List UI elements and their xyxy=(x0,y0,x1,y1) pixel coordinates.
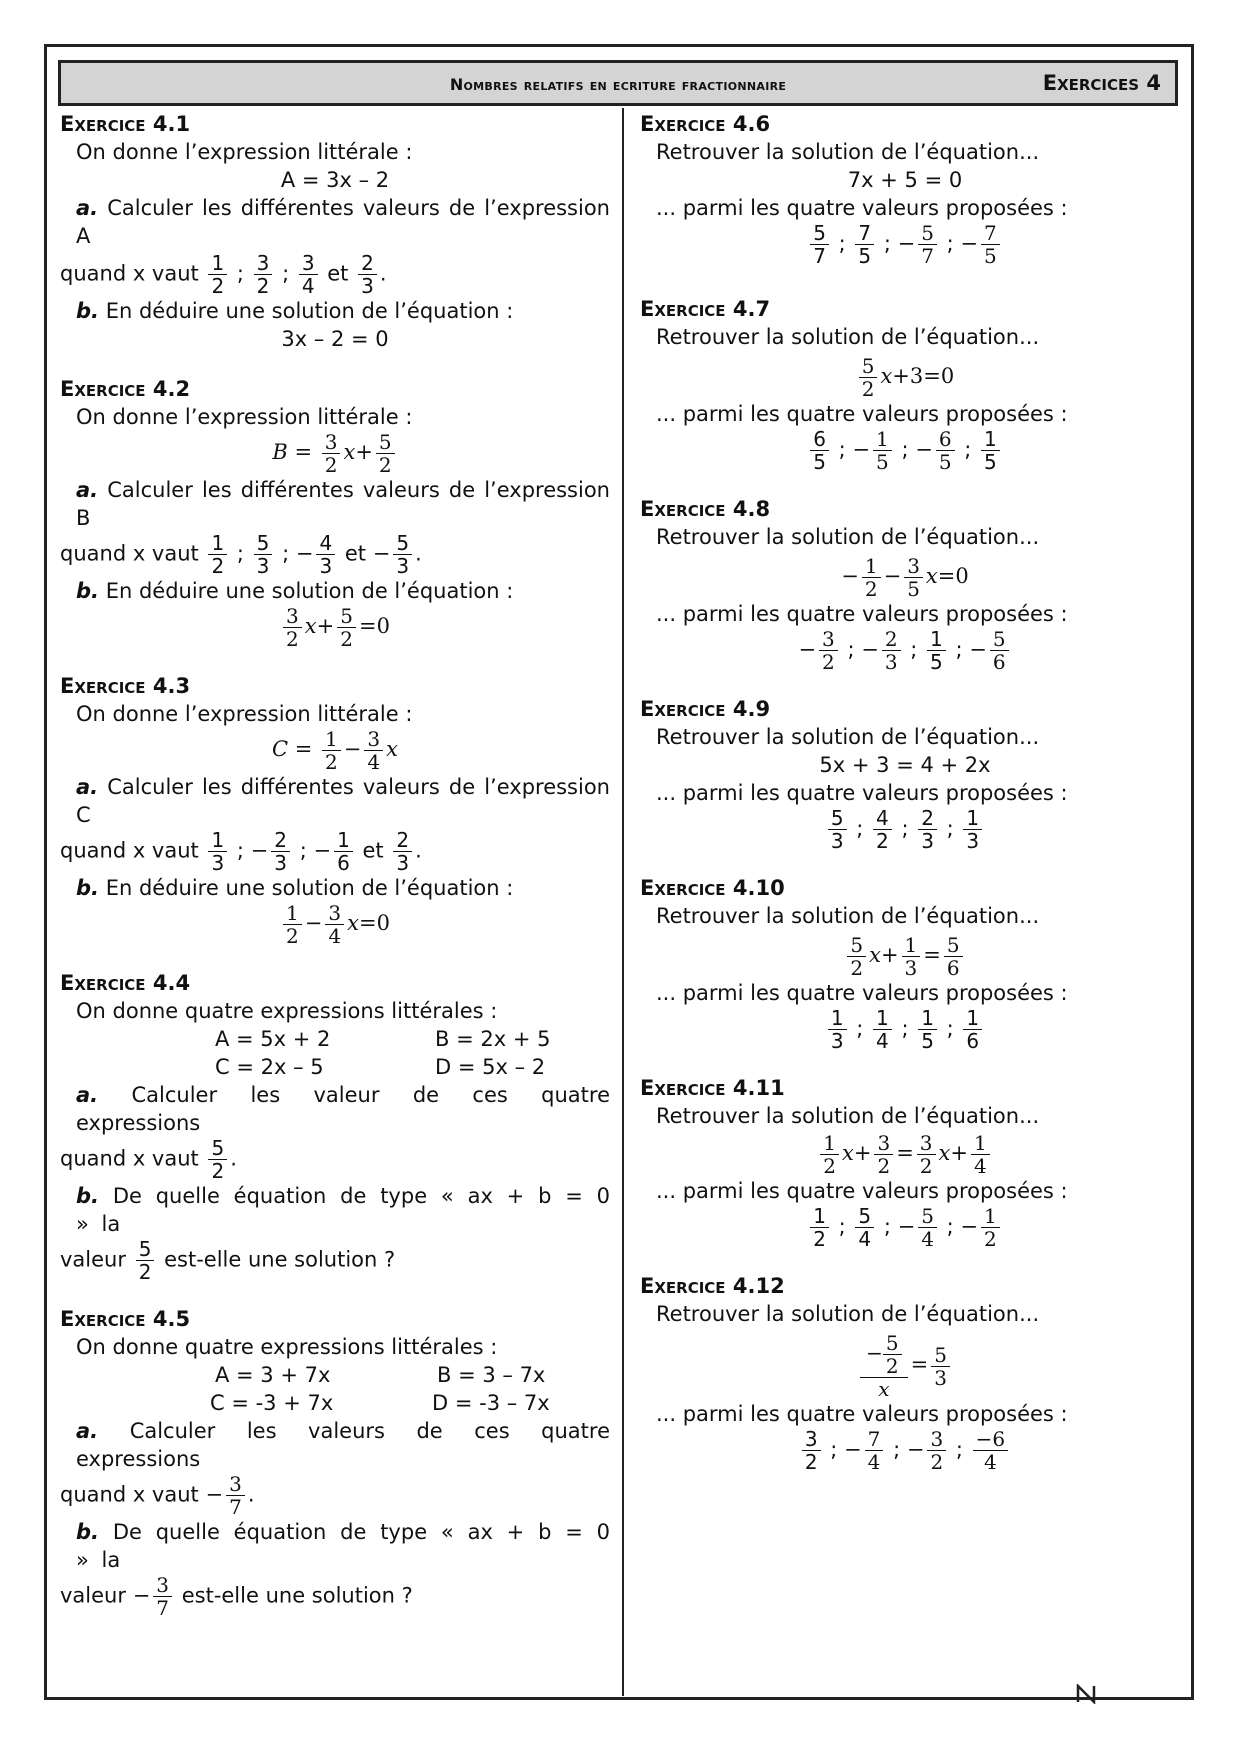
ex49-parmi: ... parmi les quatre valeurs proposées : xyxy=(656,781,1068,805)
ex42-values: quand x vaut $\frac{1}{2}$ ; $\frac{5}{3}$ ; − $\frac{4}{3}$ et − $\frac{5}{3}$ . xyxy=(60,531,422,578)
exercise-4-9-title: Exercice 4.9 xyxy=(640,697,771,721)
ex46-prompt: Retrouver la solution de l’équation... xyxy=(656,140,1040,164)
ex44-part-a: a. Calculer les valeur de ces quatre expressions xyxy=(76,1083,610,1135)
ex48-choices: − $\frac{3}{2}$ ; − $\frac{2}{3}$ ; $\frac{1}{5}$ ; − $\frac{5}{6}$ xyxy=(640,628,1170,673)
exercise-4-8-title: Exercice 4.8 xyxy=(640,497,771,521)
ex47-prompt: Retrouver la solution de l’équation... xyxy=(656,325,1040,349)
ex42-intro: On donne l’expression littérale : xyxy=(76,405,413,429)
ex411-parmi: ... parmi les quatre valeurs proposées : xyxy=(656,1179,1068,1203)
ex43-intro: On donne l’expression littérale : xyxy=(76,702,413,726)
ex43-equation: $\frac{1}{2}$ − $\frac{3}{4}$ x=0 xyxy=(60,902,610,947)
page-header xyxy=(58,60,1178,106)
ex45-value: quand x vaut − $\frac{3}{7}$ . xyxy=(60,1472,255,1519)
ex45-solution: valeur − $\frac{3}{7}$ est-elle une solution ? xyxy=(60,1573,413,1620)
ex45-part-a: a. Calculer les valeurs de ces quatre expressions xyxy=(76,1419,611,1471)
ex46-parmi: ... parmi les quatre valeurs proposées : xyxy=(656,196,1068,220)
ex412-equation: − $\frac{5}{2}$ x = $\frac{5}{3}$ xyxy=(640,1332,1170,1400)
ex42-part-b: b. En déduire une solution de l’équation : xyxy=(76,579,514,603)
ex44-row1: A = 5x + 2 B = 2x + 5 xyxy=(215,1027,551,1051)
ex43-part-a: a. Calculer les différentes valeurs de l’expression C xyxy=(76,775,610,827)
exercise-4-11-title: Exercice 4.11 xyxy=(640,1076,785,1100)
ex41-part-a: a. Calculer les différentes valeurs de l’expression A xyxy=(76,196,610,248)
ex412-parmi: ... parmi les quatre valeurs proposées : xyxy=(656,1402,1068,1426)
column-divider xyxy=(622,108,624,1696)
left-column xyxy=(60,110,610,1619)
corner-mark-icon xyxy=(1076,1684,1096,1704)
ex45-row2: C = -3 + 7x D = -3 – 7x xyxy=(210,1391,550,1415)
ex46-choices: $\frac{5}{7}$ ; $\frac{7}{5}$ ; − $\frac{5}{7}$ ; − $\frac{7}{5}$ xyxy=(640,222,1170,267)
ex412-choices: $\frac{3}{2}$ ; − $\frac{7}{4}$ ; − $\frac{3}{2}$ ; $\frac{-6}{4}$ xyxy=(640,1428,1170,1473)
ex410-choices: $\frac{1}{3}$ ; $\frac{1}{4}$ ; $\frac{1}{5}$ ; $\frac{1}{6}$ xyxy=(640,1007,1170,1052)
header-title: Nombres relatifs en ecriture fractionnaire xyxy=(449,75,787,94)
ex44-intro: On donne quatre expressions littérales : xyxy=(76,999,498,1023)
ex47-equation: $\frac{5}{2}$ x+3=0 xyxy=(640,355,1170,400)
right-column xyxy=(640,110,1170,1473)
ex49-equation: 5x + 3 = 4 + 2x xyxy=(819,753,991,777)
ex48-equation: − $\frac{1}{2}$ − $\frac{3}{5}$ x=0 xyxy=(841,554,969,601)
ex48-parmi: ... parmi les quatre valeurs proposées : xyxy=(656,602,1068,626)
ex41-equation: 3x – 2 = 0 xyxy=(281,327,389,351)
ex49-choices: $\frac{5}{3}$ ; $\frac{4}{2}$ ; $\frac{2}{3}$ ; $\frac{1}{3}$ xyxy=(640,807,1170,852)
exercise-4-6-title: Exercice 4.6 xyxy=(640,112,771,136)
ex44-value: quand x vaut $\frac{5}{2}$ . xyxy=(60,1136,237,1183)
exercise-4-2-title: Exercice 4.2 xyxy=(60,377,191,401)
ex41-values: quand x vaut $\frac{1}{2}$ ; $\frac{3}{2}$ ; $\frac{3}{4}$ et $\frac{2}{3}$ . xyxy=(60,251,387,298)
ex48-prompt: Retrouver la solution de l’équation... xyxy=(656,525,1040,549)
ex49-prompt: Retrouver la solution de l’équation... xyxy=(656,725,1040,749)
ex411-choices: $\frac{1}{2}$ ; $\frac{5}{4}$ ; − $\frac{5}{4}$ ; − $\frac{1}{2}$ xyxy=(640,1205,1170,1250)
ex41-intro: On donne l’expression littérale : xyxy=(76,140,413,164)
ex44-part-b: b. De quelle équation de type « ax + b = 0 » la xyxy=(76,1184,610,1236)
ex47-choices: $\frac{6}{5}$ ; − $\frac{1}{5}$ ; − $\frac{6}{5}$ ; $\frac{1}{5}$ xyxy=(640,428,1170,473)
ex41-part-b: b. En déduire une solution de l’équation : xyxy=(76,299,514,323)
exercise-4-7-title: Exercice 4.7 xyxy=(640,297,771,321)
exercise-4-3-title: Exercice 4.3 xyxy=(60,674,191,698)
ex42-expression: B = $\frac{3}{2}$ x+ $\frac{5}{2}$ xyxy=(60,431,610,476)
ex43-part-b: b. En déduire une solution de l’équation : xyxy=(76,876,514,900)
ex412-prompt: Retrouver la solution de l’équation... xyxy=(656,1302,1040,1326)
ex45-row1: A = 3 + 7x B = 3 – 7x xyxy=(215,1363,546,1387)
ex42-part-a: a. Calculer les différentes valeurs de l’expression B xyxy=(76,478,610,530)
ex45-intro: On donne quatre expressions littérales : xyxy=(76,1335,498,1359)
ex410-prompt: Retrouver la solution de l’équation... xyxy=(656,904,1040,928)
ex44-row2: C = 2x – 5 D = 5x – 2 xyxy=(215,1055,546,1079)
header-exercises: Exercices 4 xyxy=(1042,71,1161,95)
ex45-part-b: b. De quelle équation de type « ax + b = 0 » la xyxy=(76,1520,610,1572)
exercise-4-12-title: Exercice 4.12 xyxy=(640,1274,785,1298)
ex43-values: quand x vaut $\frac{1}{3}$ ; − $\frac{2}{3}$ ; − $\frac{1}{6}$ et $\frac{2}{3}$ . xyxy=(60,828,422,875)
ex44-solution: valeur $\frac{5}{2}$ est-elle une solution ? xyxy=(60,1237,396,1284)
ex43-expression: C = $\frac{1}{2}$ − $\frac{3}{4}$ x xyxy=(272,727,398,774)
ex410-equation: $\frac{5}{2}$ x+ $\frac{1}{3}$ = $\frac{5}{6}$ xyxy=(640,934,1170,979)
ex411-equation: $\frac{1}{2}$ x+ $\frac{3}{2}$ = $\frac{3}{2}$ x+ $\frac{1}{4}$ xyxy=(640,1132,1170,1177)
exercise-4-4-title: Exercice 4.4 xyxy=(60,971,191,995)
ex47-parmi: ... parmi les quatre valeurs proposées : xyxy=(656,402,1068,426)
exercise-4-5-title: Exercice 4.5 xyxy=(60,1307,191,1331)
ex410-parmi: ... parmi les quatre valeurs proposées : xyxy=(656,981,1068,1005)
exercise-4-1-title: Exercice 4.1 xyxy=(60,112,191,136)
ex46-equation: 7x + 5 = 0 xyxy=(847,168,963,192)
exercise-4-10-title: Exercice 4.10 xyxy=(640,876,785,900)
ex42-equation: $\frac{3}{2}$ x+ $\frac{5}{2}$ =0 xyxy=(60,605,610,650)
ex41-expression: A = 3x – 2 xyxy=(280,168,390,192)
ex411-prompt: Retrouver la solution de l’équation... xyxy=(656,1104,1040,1128)
